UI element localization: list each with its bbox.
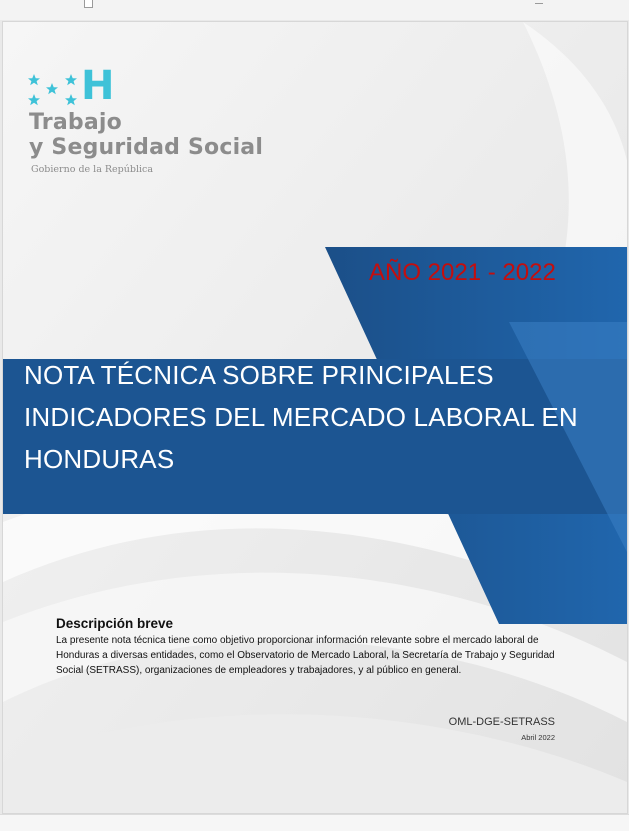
- document-page: [2, 21, 628, 814]
- description-heading: Descripción breve: [56, 616, 174, 631]
- logo-title-line1: Trabajo: [29, 110, 122, 135]
- report-year: AÑO 2021 - 2022: [369, 259, 556, 286]
- description-section: [56, 616, 556, 678]
- logo-h-mark: H: [81, 63, 115, 109]
- next-page-edge: [0, 814, 629, 831]
- document-date: Abril 2022: [521, 733, 555, 742]
- document-code: OML-DGE-SETRASS: [448, 716, 555, 728]
- five-stars-icon: [27, 74, 87, 108]
- description-body: La presente nota técnica tiene como objetivo proporcionar información relevante sobre el mercado laboral de Honduras a diversas entidades, como el Observatorio de Mercado Laboral, la Secretaría de Trabajo y Seguridad Social (SETRASS), organizaciones de empleadores y trabajadores, y al público en general.: [56, 635, 555, 676]
- crop-mark: [535, 0, 543, 4]
- crop-mark: [84, 0, 93, 8]
- report-title: NOTA TÉCNICA SOBRE PRINCIPALES INDICADORES DEL MERCADO LABORAL EN HONDURAS: [24, 360, 578, 474]
- logo-title: [29, 110, 263, 160]
- logo-title-line2: y Seguridad Social: [29, 135, 264, 160]
- logo-subtitle: Gobierno de la República: [31, 164, 154, 175]
